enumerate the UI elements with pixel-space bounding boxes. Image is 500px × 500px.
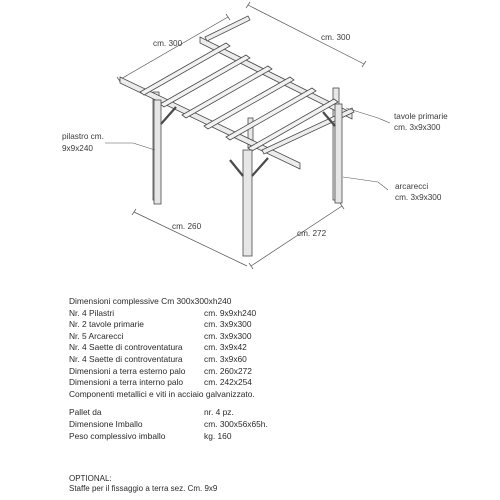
spec-note: Componenti metallici e viti in acciaio galvanizzato. — [69, 388, 255, 399]
spec-value: cm. 3x9x42 — [204, 342, 247, 353]
spec-row — [69, 308, 489, 320]
label-top-right-width: cm. 300 — [321, 33, 351, 42]
spec-row — [69, 377, 489, 389]
label-primary-line1: tavole primarie — [394, 112, 448, 121]
post-front-right — [335, 104, 342, 203]
spec-value: cm. 3x9x300 — [204, 330, 252, 341]
packing-label: Pallet da — [69, 407, 102, 418]
packing-value: nr. 4 pz. — [204, 407, 234, 418]
spec-note-row — [69, 389, 489, 401]
spec-label: Nr. 2 tavole primarie — [69, 319, 144, 330]
packing-row — [69, 419, 489, 431]
post-front-center — [243, 150, 252, 256]
packing-label: Dimensione Imballo — [69, 418, 143, 429]
label-pillar-line2: 9x9x240 — [62, 144, 93, 153]
spec-label: Nr. 4 Pilastri — [69, 307, 115, 318]
spec-row — [69, 366, 489, 378]
label-purlins-line1: arcarecci — [395, 182, 429, 191]
spec-value: cm. 260x272 — [204, 365, 252, 376]
packing-row — [69, 431, 489, 443]
label-top-left-width: cm. 300 — [153, 39, 183, 48]
packing-value: cm. 300x56x65h. — [204, 418, 268, 429]
packing-label: Peso complessivo imballo — [69, 430, 166, 441]
spec-label: Nr. 4 Saette di controventatura — [69, 353, 183, 364]
optional-text: Staffe per il fissaggio a terra sez. Cm. 9x9 — [69, 484, 218, 494]
spec-overall — [69, 296, 489, 308]
spec-overall-text: Dimensioni complessive Cm 300x300xh240 — [69, 296, 232, 306]
label-base-left: cm. 260 — [172, 222, 202, 231]
optional-section — [69, 474, 217, 495]
spec-row — [69, 319, 489, 331]
label-base-right: cm. 272 — [297, 229, 327, 238]
label-purlins-line2: cm. 3x9x300 — [395, 193, 442, 202]
spec-value: cm. 242x254 — [204, 377, 252, 388]
spec-value: cm. 3x9x60 — [204, 353, 247, 364]
packing-row — [69, 407, 489, 419]
spec-label: Dimensioni a terra esterno palo — [69, 365, 186, 376]
spec-sheet — [69, 296, 489, 442]
spec-label: Nr. 5 Arcarecci — [69, 330, 124, 341]
spec-value: cm. 3x9x300 — [204, 319, 252, 330]
packing-value: kg. 160 — [204, 430, 232, 441]
label-primary-line2: cm. 3x9x300 — [394, 123, 441, 132]
optional-title: OPTIONAL: — [69, 474, 112, 483]
spec-label: Dimensioni a terra interno palo — [69, 377, 184, 388]
spec-value: cm. 9x9xh240 — [204, 307, 257, 318]
spec-label: Nr. 4 Saette di controventatura — [69, 342, 183, 353]
spec-row — [69, 331, 489, 343]
spec-row — [69, 342, 489, 354]
spec-row — [69, 354, 489, 366]
label-pillar-line1: pilastro cm. — [62, 132, 104, 141]
post-front-left — [154, 100, 161, 204]
